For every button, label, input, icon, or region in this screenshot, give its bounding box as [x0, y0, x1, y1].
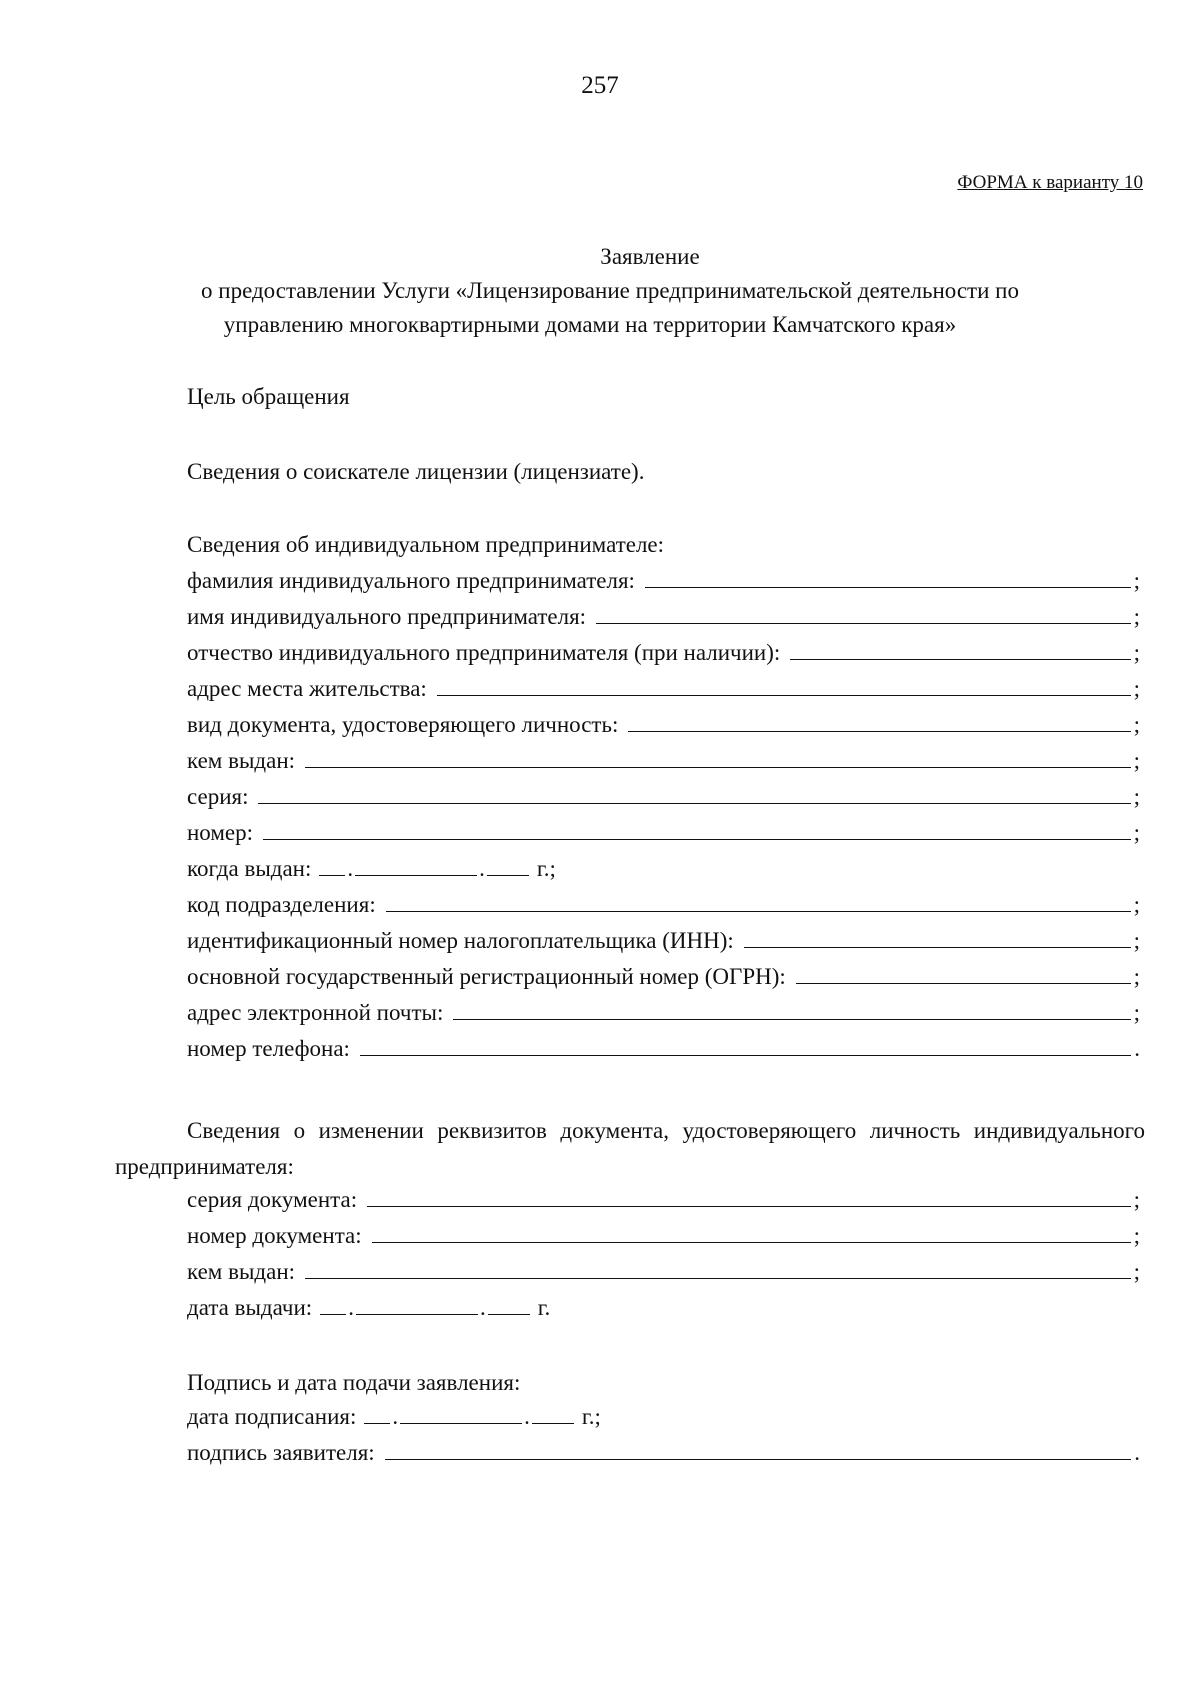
field-blank[interactable] — [744, 946, 1131, 948]
document-title — [170, 240, 1130, 342]
field-row-inn[interactable] — [187, 924, 1140, 954]
field-row-id-document[interactable] — [187, 708, 1140, 738]
month-blank[interactable] — [355, 874, 477, 876]
field-row-division-code[interactable] — [187, 888, 1140, 918]
entrepreneur-heading: Сведения об индивидуальном предпринимателе: — [187, 532, 665, 557]
field-end: ; — [1133, 1000, 1140, 1025]
issue-date-row[interactable] — [187, 852, 556, 882]
field-row-email[interactable] — [187, 996, 1140, 1026]
field-label: основной государственный регистрационный номер (ОГРН): — [187, 964, 786, 989]
applicant-info-heading: Сведения о соискателе лицензии (лицензиате). — [187, 459, 645, 484]
field-end: ; — [1133, 1259, 1140, 1284]
field-label: отчество индивидуального предпринимателя (при наличии): — [187, 640, 781, 665]
field-blank[interactable] — [645, 586, 1131, 588]
field-end: ; — [1133, 568, 1140, 593]
field-end: ; — [1133, 928, 1140, 953]
field-label: серия документа: — [187, 1187, 358, 1212]
change-heading: Сведения о изменении реквизитов документа, удостоверяющего личность индивидуального предпринимателя: — [115, 1118, 1145, 1179]
field-row-phone[interactable] — [187, 1032, 1140, 1062]
field-label: кем выдан: — [187, 1259, 296, 1284]
field-label: серия: — [187, 784, 249, 809]
field-row-issued-by[interactable] — [187, 744, 1140, 774]
field-blank[interactable] — [796, 982, 1131, 984]
field-label: подпись заявителя: — [187, 1440, 375, 1465]
field-blank[interactable] — [453, 1018, 1130, 1020]
year-suffix: г.; — [581, 1404, 601, 1429]
form-reference: ФОРМА к варианту 10 — [957, 172, 1143, 193]
field-end: ; — [1133, 604, 1140, 629]
year-suffix: г. — [537, 1295, 551, 1320]
field-label: код подразделения: — [187, 892, 376, 917]
field-row-doc-series[interactable] — [187, 1183, 1140, 1213]
field-label: номер: — [187, 820, 254, 845]
field-end: ; — [1133, 784, 1140, 809]
field-row-name[interactable] — [187, 600, 1140, 630]
field-blank[interactable] — [386, 910, 1131, 912]
field-row-address[interactable] — [187, 672, 1140, 702]
field-end: . — [1134, 1036, 1140, 1061]
field-end: ; — [1133, 712, 1140, 737]
field-blank[interactable] — [367, 1205, 1131, 1207]
field-label: идентификационный номер налогоплательщика (ИНН): — [187, 928, 734, 953]
field-row-ogrn[interactable] — [187, 960, 1140, 990]
field-blank[interactable] — [263, 838, 1131, 840]
change-date-row[interactable] — [187, 1291, 550, 1321]
field-end: ; — [1133, 1187, 1140, 1212]
field-row-signature[interactable] — [187, 1436, 1140, 1466]
field-blank[interactable] — [258, 802, 1130, 804]
field-end: ; — [1133, 1223, 1140, 1248]
day-blank[interactable] — [319, 874, 345, 876]
field-row-patronymic[interactable] — [187, 636, 1140, 666]
date-separator: . — [348, 1295, 354, 1320]
field-row-doc-issued-by[interactable] — [187, 1255, 1140, 1285]
year-blank[interactable] — [488, 1313, 530, 1315]
date-separator: . — [347, 856, 354, 881]
field-blank[interactable] — [596, 622, 1131, 624]
date-label: дата выдачи: — [187, 1295, 313, 1320]
field-end: . — [1134, 1440, 1140, 1465]
date-label: когда выдан: — [187, 856, 312, 881]
month-blank[interactable] — [356, 1313, 478, 1315]
month-blank[interactable] — [400, 1422, 522, 1424]
signing-date-row[interactable] — [187, 1400, 601, 1430]
field-blank[interactable] — [360, 1054, 1131, 1056]
field-blank[interactable] — [305, 766, 1131, 768]
year-suffix: г.; — [536, 856, 556, 881]
signature-heading: Подпись и дата подачи заявления: — [187, 1370, 521, 1395]
field-blank[interactable] — [372, 1241, 1131, 1243]
year-blank[interactable] — [487, 874, 529, 876]
date-separator: . — [392, 1404, 399, 1429]
day-blank[interactable] — [320, 1313, 346, 1315]
field-row-number[interactable] — [187, 816, 1140, 846]
field-end: ; — [1133, 892, 1140, 917]
field-label: фамилия индивидуального предпринимателя: — [187, 568, 635, 593]
field-blank[interactable] — [437, 694, 1131, 696]
field-blank[interactable] — [790, 658, 1130, 660]
field-label: вид документа, удостоверяющего личность: — [187, 712, 619, 737]
field-end: ; — [1133, 964, 1140, 989]
field-label: адрес места жительства: — [187, 676, 427, 701]
field-blank[interactable] — [305, 1277, 1131, 1279]
title-line-3: управлению многоквартирными домами на территории Камчатского края» — [223, 312, 957, 337]
purpose-heading: Цель обращения — [187, 384, 350, 409]
field-label: имя индивидуального предпринимателя: — [187, 604, 587, 629]
field-row-doc-number[interactable] — [187, 1219, 1140, 1249]
date-label: дата подписания: — [187, 1404, 357, 1429]
field-label: адрес электронной почты: — [187, 1000, 444, 1025]
date-separator: . — [524, 1404, 530, 1429]
field-label: номер документа: — [187, 1223, 362, 1248]
page-number: 257 — [581, 72, 619, 99]
date-separator: . — [479, 1295, 486, 1320]
day-blank[interactable] — [364, 1422, 390, 1424]
field-end: ; — [1133, 820, 1140, 845]
title-line-2: о предоставлении Услуги «Лицензирование предпринимательской деятельности по — [201, 278, 1019, 303]
field-blank[interactable] — [628, 730, 1130, 732]
year-blank[interactable] — [532, 1422, 574, 1424]
field-label: номер телефона: — [187, 1036, 350, 1061]
date-separator: . — [479, 856, 485, 881]
signature-blank[interactable] — [385, 1458, 1132, 1460]
field-label: кем выдан: — [187, 748, 296, 773]
title-line-1: Заявление — [600, 244, 700, 269]
field-end: ; — [1133, 748, 1140, 773]
field-end: ; — [1133, 640, 1140, 665]
field-end: ; — [1133, 676, 1140, 701]
field-row-surname[interactable] — [187, 564, 1140, 594]
field-row-series[interactable] — [187, 780, 1140, 810]
